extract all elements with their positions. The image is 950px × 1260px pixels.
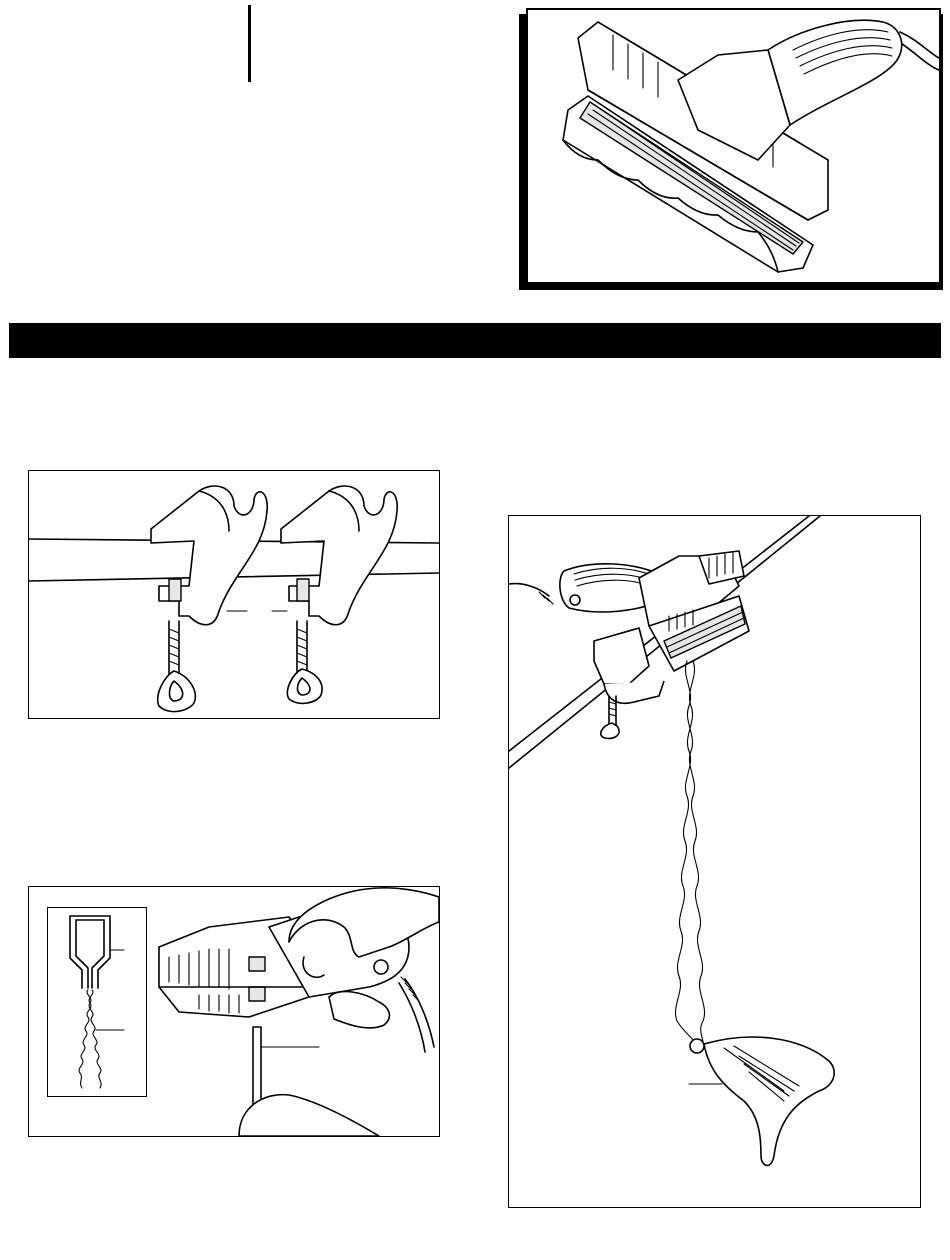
section-title-bar — [9, 323, 941, 358]
mounting-clamps-figure — [28, 470, 440, 719]
header-divider — [248, 5, 251, 82]
element-replacement-figure — [28, 886, 440, 1137]
c-clamp-illustration — [29, 471, 439, 718]
element-inset-figure — [47, 907, 147, 1097]
foot-pedal-chain-illustration — [509, 516, 920, 1207]
heat-sealer-illustration — [528, 10, 939, 282]
heating-element-icon — [48, 908, 146, 1096]
sealer-overview-figure — [526, 8, 941, 284]
hand-tool-illustration — [149, 887, 439, 1136]
foot-pedal-mounting-figure — [508, 515, 921, 1208]
